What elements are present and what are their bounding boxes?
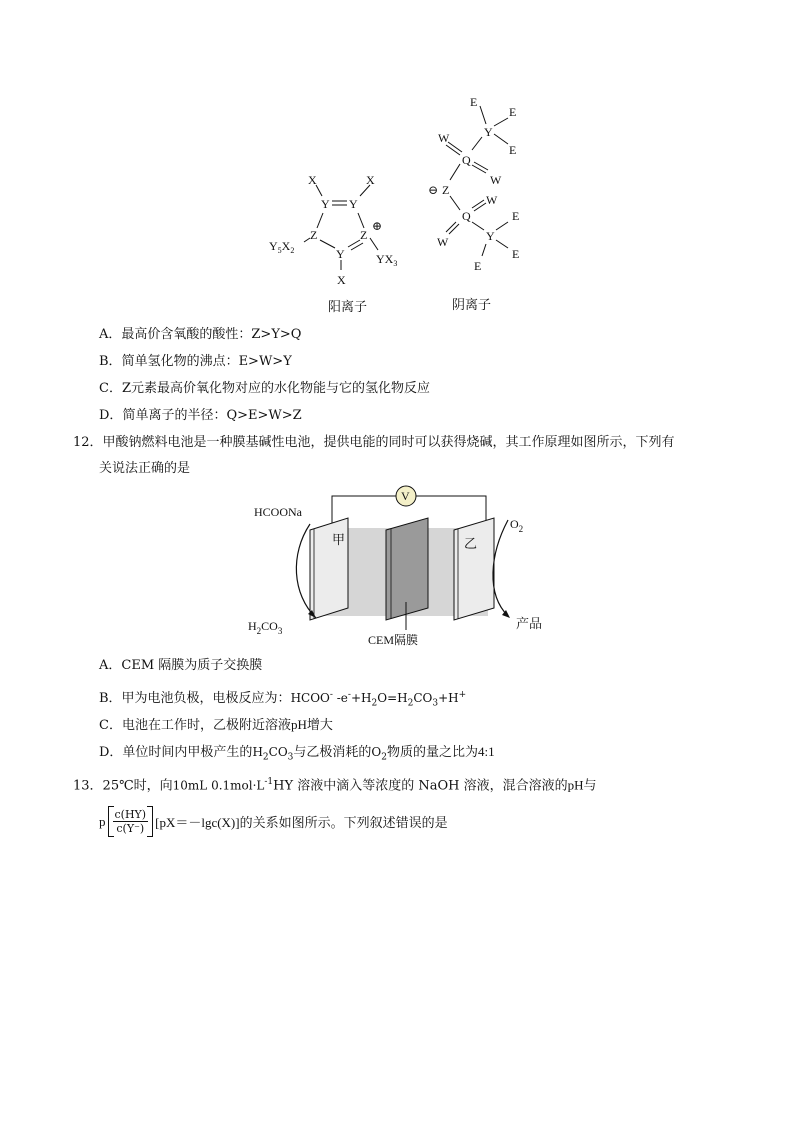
atom-e: E [512,247,520,261]
voltmeter-label: V [401,489,410,503]
q12-option-b: B．甲为电池负极，电极反应为：HCOO- $-e^-+H_2O=H_2CO_3+H^+$ [99,690,467,709]
h2co3-formula: $H_2CO_3$ [252,745,294,763]
cation-labels [269,173,397,287]
atom-x: X [308,173,317,187]
q12-option-c: C．电池在工作时，乙极附近溶液pH增大 [99,717,333,733]
atom-e: E [509,105,517,119]
atom-e: E [470,95,478,109]
atom-y: Y [486,229,495,243]
q12-battery-diagram [240,484,560,650]
membrane-label: CEM隔膜 [368,633,419,647]
input-right-label: $O_2$ [510,517,524,534]
right-flow-arrow [493,520,508,616]
atom-w: W [438,131,450,145]
atom-z: Z [360,228,368,242]
o2-formula: $O_2$ [371,745,387,763]
negative-charge-icon: ⊖ [428,183,439,197]
q12-stem: 12．甲酸钠燃料电池是一种膜基碱性电池，提供电能的同时可以获得烧碱，其工作原理如图所示，下列有 [73,435,675,450]
cem-membrane [386,518,428,620]
cation-caption: 阳离子 [328,300,368,315]
q11-option-b: B．简单氢化物的沸点：E>W>Y [99,354,292,369]
atom-z: Z [310,228,318,242]
q11-structure-diagram [250,90,550,320]
group-yx3: $YX_3$ [376,252,398,268]
atom-w: W [486,193,498,207]
atom-q: Q [462,209,471,223]
q12-option-d: D．单位时间内甲极产生的$H_2CO_3$与乙极消耗的$O_2$物质的量之比为4:1 [99,744,495,763]
atom-y: Y [336,247,345,261]
group-y5x2: $Y_5X_2$ [269,239,295,255]
q11-option-a: A．最高价含氧酸的酸性：Z>Y>Q [99,327,302,342]
electrode-yi [454,518,494,620]
atom-q: Q [462,153,471,167]
positive-charge-icon: ⊕ [372,219,383,233]
atom-x: X [366,173,375,187]
atom-z: Z [442,183,450,197]
atom-y: Y [321,197,330,211]
atom-y: Y [484,125,493,139]
q11-option-d: D．简单离子的半径：Q>E>W>Z [99,408,302,423]
atom-w: W [437,235,449,249]
output-left-label: $H_2CO_3$ [248,619,283,636]
q12-stem-line2: 关说法正确的是 [99,461,191,476]
atom-x: X [337,273,346,287]
q12-option-b-equation: HCOO- $-e^-+H_2O=H_2CO_3+H^+$ [290,690,467,709]
q13-stem: 13．25℃时，向10mL $0.1mol\cdot L^{-1}HY$ 溶液中滴入等浓度的 NaOH 溶液，混合溶液的pH与 [73,777,597,794]
output-right-label: 产品 [516,617,543,632]
q13-number: 13． [73,778,103,794]
atom-e: E [512,209,520,223]
q11-option-c: C．Z元素最高价氧化物对应的水化物能与它的氢化物反应 [99,381,430,396]
electrode-left-label: 甲 [332,533,346,548]
q12-number: 12． [73,435,103,450]
electrode-right-label: 乙 [464,537,478,552]
input-left-label: HCOONa [254,505,302,519]
atom-e: E [509,143,517,157]
q13-definition: [pX＝－lgc(X)] [155,815,240,830]
q13-expression-line: p $\frac{c(HY)}{c(Y^-)}$ [pX＝－lgc(X)] 的关系如图所示。下列叙述错误的是 [99,808,448,835]
atom-w: W [490,173,502,187]
atom-y: Y [349,197,358,211]
q13-fraction: $\frac{c(HY)}{c(Y^-)}$ [114,808,147,835]
anion-caption: 阴离子 [452,298,492,313]
q13-p-symbol: p [99,813,106,829]
q12-option-a: A．CEM 隔膜为质子交换膜 [99,658,263,673]
atom-e: E [474,259,482,273]
